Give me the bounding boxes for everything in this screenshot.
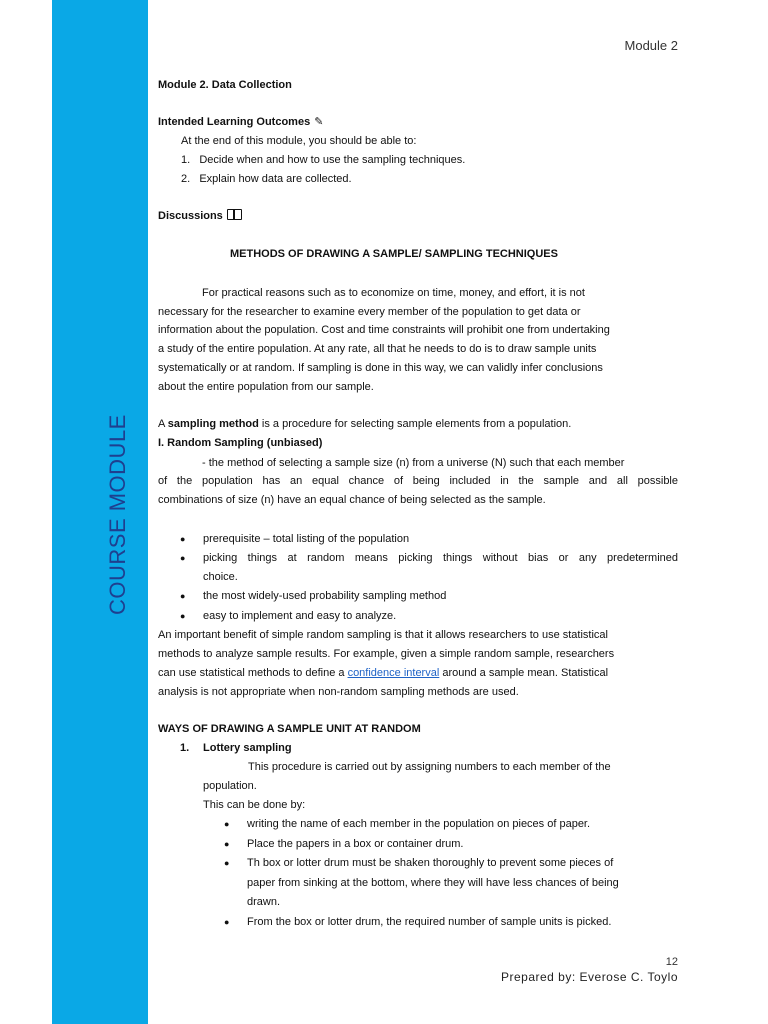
section-title: METHODS OF DRAWING A SAMPLE/ SAMPLING TECHNIQUES	[230, 248, 558, 260]
lottery-number: 1.	[180, 742, 190, 754]
lottery-bullet: From the box or lotter drum, the required number of sample units is picked.	[247, 916, 612, 928]
random-bullet: the most widely-used probability sampling method	[203, 590, 447, 602]
bullet-dot: ●	[180, 611, 186, 621]
lottery-line: population.	[203, 780, 257, 792]
outcome-item: 2. Explain how data are collected.	[181, 173, 352, 185]
outcomes-intro: At the end of this module, you should be able to:	[181, 135, 417, 147]
definition-rest: is a procedure for selecting sample elements from a population.	[258, 418, 572, 430]
outcome-item: 1. Decide when and how to use the sampling techniques.	[181, 154, 466, 166]
ways-heading: WAYS OF DRAWING A SAMPLE UNIT AT RANDOM	[158, 723, 421, 735]
outcomes-heading	[158, 113, 323, 132]
lottery-bullet: Place the papers in a box or container drum.	[247, 838, 464, 850]
bullet-dot: ●	[224, 839, 230, 849]
random-line: of the population has an equal chance of being included in the sample and all possible	[158, 475, 678, 487]
benefit-line: analysis is not appropriate when non-random sampling methods are used.	[158, 686, 519, 698]
benefit-line	[158, 664, 608, 683]
intro-line: For practical reasons such as to economize on time, money, and effort, it is not	[202, 287, 585, 299]
can-be-done: This can be done by:	[203, 799, 306, 811]
lottery-line: This procedure is carried out by assigning numbers to each member of the	[248, 761, 611, 773]
lottery-bullet-continued: paper from sinking at the bottom, where they will have less chances of being	[247, 877, 619, 889]
lottery-heading: Lottery sampling	[203, 742, 292, 754]
definition-prefix: A	[158, 418, 168, 430]
random-line: combinations of size (n) have an equal chance of being selected as the sample.	[158, 494, 546, 506]
definition-line	[158, 415, 571, 434]
prepared-by: Prepared by: Everose C. Toylo	[500, 970, 678, 984]
intro-line: systematically or at random. If sampling is done in this way, we can validly infer conclusions	[158, 362, 603, 374]
random-sampling-heading: I. Random Sampling (unbiased)	[158, 437, 323, 449]
outcomes-heading-text: Intended Learning Outcomes	[158, 116, 311, 128]
confidence-interval-link[interactable]: confidence interval	[347, 667, 440, 679]
lottery-bullet: Th box or lotter drum must be shaken thoroughly to prevent some pieces of	[247, 857, 614, 869]
random-bullet: picking things at random means picking things without bias or any predetermined	[203, 552, 678, 564]
random-bullet-continued: choice.	[203, 571, 238, 583]
random-bullet: prerequisite – total listing of the population	[203, 533, 410, 545]
bullet-dot: ●	[180, 591, 186, 601]
benefit-line: methods to analyze sample results. For example, given a simple random sample, researchers	[158, 648, 615, 660]
module-title: Module 2. Data Collection	[158, 79, 292, 91]
pencil-icon: ✎	[314, 116, 324, 128]
book-icon	[227, 209, 242, 220]
page-number: 12	[665, 956, 678, 968]
benefit-text: around a sample mean. Statistical	[439, 667, 609, 679]
intro-line: necessary for the researcher to examine every member of the population to get data or	[158, 306, 581, 318]
bullet-dot: ●	[180, 553, 186, 563]
intro-line: a study of the entire population. At any rate, all that he needs to do is to draw sample units	[158, 343, 597, 355]
intro-line: about the entire population from our sample.	[158, 381, 374, 393]
course-module-label: COURSE MODULE	[105, 414, 130, 615]
benefit-line: An important benefit of simple random sampling is that it allows researchers to use statistical	[158, 629, 608, 641]
bullet-dot: ●	[224, 917, 230, 927]
discussions-heading	[158, 207, 242, 226]
definition-term: sampling method	[167, 418, 259, 430]
header-module: Module 2	[624, 38, 678, 53]
discussions-heading-text: Discussions	[158, 210, 223, 222]
bullet-dot: ●	[224, 858, 230, 868]
benefit-text: can use statistical methods to define a	[158, 667, 348, 679]
bullet-dot: ●	[224, 819, 230, 829]
lottery-bullet-continued: drawn.	[247, 896, 281, 908]
intro-line: information about the population. Cost and time constraints will prohibit one from undertaking	[158, 324, 610, 336]
random-bullet: easy to implement and easy to analyze.	[203, 610, 397, 622]
random-line: - the method of selecting a sample size (n) from a universe (N) such that each member	[202, 457, 625, 469]
bullet-dot: ●	[180, 534, 186, 544]
lottery-bullet: writing the name of each member in the population on pieces of paper.	[247, 818, 591, 830]
